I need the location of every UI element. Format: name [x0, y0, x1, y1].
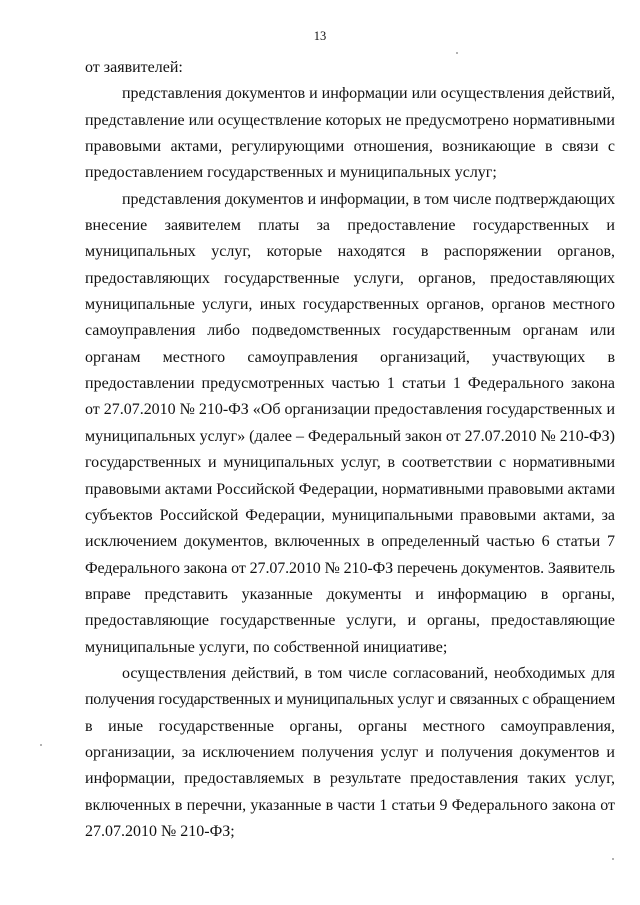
text-line: 27.07.2010 № 210-ФЗ;	[85, 822, 235, 840]
text-line: осуществления действий, в том числе согласований, необходимых для	[122, 664, 615, 682]
text-line: правовыми актами Российской Федерации, нормативными правовыми актами	[85, 480, 616, 498]
text-line: органам местного самоуправления организаций, участвующих в	[85, 348, 615, 366]
scan-speck	[612, 858, 614, 860]
text-line: от заявителей:	[85, 59, 183, 76]
paragraph-item	[85, 661, 615, 845]
text-line: муниципальных услуг» (далее – Федеральный закон от 27.07.2010 № 210-ФЗ)	[85, 427, 616, 445]
text-line: муниципальные услуги, по собственной инициативе;	[85, 638, 448, 656]
text-line: муниципальных услуг, которые находятся в распоряжении органов,	[85, 243, 615, 261]
page-number: 13	[313, 29, 327, 43]
paragraph-intro	[85, 55, 615, 81]
paragraph-item	[85, 81, 615, 186]
paragraph-item	[85, 187, 615, 661]
text-line: исключением документов, включенных в определенный частью 6 статьи 7	[85, 533, 615, 551]
text-line: от 27.07.2010 № 210-ФЗ «Об организации предоставления государственных и	[85, 401, 615, 419]
text-line: предоставляющие государственные услуги, и органы, предоставляющие	[85, 612, 615, 630]
text-line: в иные государственные органы, органы местного самоуправления,	[85, 717, 615, 735]
text-line: представление или осуществление которых не предусмотрено нормативными	[85, 111, 615, 129]
text-line: муниципальные услуги, иных государственных органов, органов местного	[85, 296, 615, 314]
text-line: включенных в перечни, указанные в части 1 статьи 9 Федерального закона от	[85, 796, 615, 814]
scan-speck	[40, 744, 42, 746]
text-line: информации, предоставляемых в результате предоставления таких услуг,	[85, 770, 615, 788]
text-line: организации, за исключением получения услуг и получения документов и	[85, 743, 615, 761]
text-line: предоставлении предусмотренных частью 1 статьи 1 Федерального закона	[85, 375, 615, 393]
text-line: предоставляющих государственные услуги, органов, предоставляющих	[85, 269, 615, 287]
text-line: правовыми актами, регулирующими отношения, возникающие в связи с	[85, 138, 615, 156]
text-line: представления документов и информации или осуществления действий,	[122, 85, 616, 103]
text-line: внесение заявителем платы за предоставление государственных и	[85, 217, 615, 235]
text-line: Федерального закона от 27.07.2010 № 210-ФЗ перечень документов. Заявитель	[85, 559, 616, 577]
text-line: представления документов и информации, в том числе подтверждающих	[122, 190, 616, 208]
text-line: субъектов Российской Федерации, муниципальными правовыми актами, за	[85, 506, 615, 524]
text-line: получения государственных и муниципальных услуг и связанных с обращением	[85, 691, 616, 709]
text-line: вправе представить указанные документы и информацию в органы,	[85, 585, 615, 603]
text-line: государственных и муниципальных услуг, в соответствии с нормативными	[85, 454, 615, 472]
document-body	[85, 55, 615, 845]
text-line: предоставлением государственных и муниципальных услуг;	[85, 164, 497, 182]
text-line: самоуправления либо подведомственных государственным органам или	[85, 322, 615, 340]
scan-speck	[456, 52, 458, 54]
